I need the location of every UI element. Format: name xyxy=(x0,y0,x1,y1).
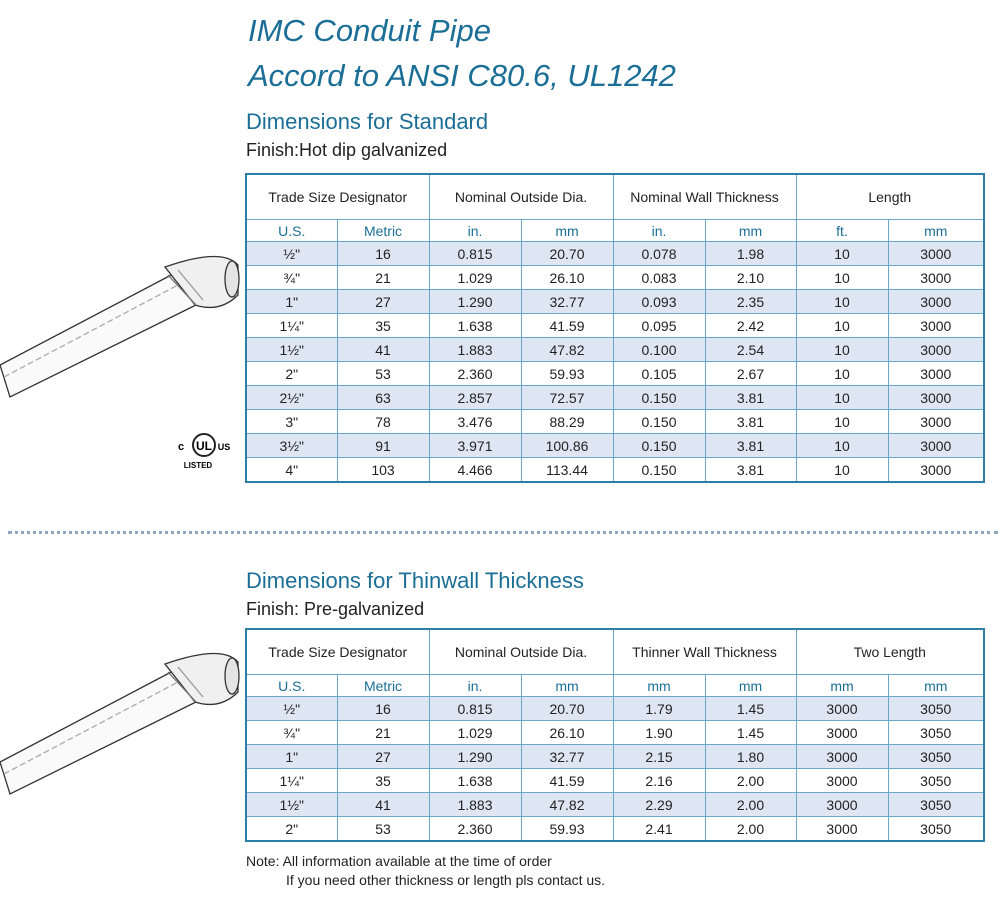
table-cell: 10 xyxy=(796,338,888,362)
table-cell: 72.57 xyxy=(521,386,613,410)
table-cell: 3000 xyxy=(796,721,888,745)
standard-finish: Finish:Hot dip galvanized xyxy=(246,140,448,160)
table-cell: ¾" xyxy=(246,721,337,745)
table-cell: 1.638 xyxy=(429,769,521,793)
table-cell: 100.86 xyxy=(521,434,613,458)
table-cell: 2.42 xyxy=(705,314,796,338)
table-cell: 0.150 xyxy=(613,434,705,458)
table-cell: 2½" xyxy=(246,386,337,410)
table-cell: 35 xyxy=(337,314,429,338)
table-cell: 2.16 xyxy=(613,769,705,793)
table-cell: 3050 xyxy=(888,697,984,721)
table-cell: 91 xyxy=(337,434,429,458)
unit-cell: mm xyxy=(888,675,984,697)
table-cell: 1.638 xyxy=(429,314,521,338)
table-cell: 10 xyxy=(796,434,888,458)
table-cell: 78 xyxy=(337,410,429,434)
table-row xyxy=(246,793,984,817)
table-cell: 4.466 xyxy=(429,458,521,483)
table-cell: 2.10 xyxy=(705,266,796,290)
table-row xyxy=(246,410,984,434)
table-cell: 2.41 xyxy=(613,817,705,842)
table-cell: 1.98 xyxy=(705,242,796,266)
table-cell: 53 xyxy=(337,817,429,842)
table-cell: 41 xyxy=(337,793,429,817)
table-cell: 1.029 xyxy=(429,721,521,745)
table-cell: 0.100 xyxy=(613,338,705,362)
table-cell: 10 xyxy=(796,362,888,386)
table-cell: 1.029 xyxy=(429,266,521,290)
thinwall-finish: Finish: Pre-galvanized xyxy=(246,599,425,619)
table-row xyxy=(246,817,984,842)
table-cell: 41.59 xyxy=(521,769,613,793)
header-trade-size: Trade Size Designator xyxy=(246,629,429,675)
table-cell: 3050 xyxy=(888,745,984,769)
table-cell: 3050 xyxy=(888,721,984,745)
units-row xyxy=(246,220,984,242)
standard-heading: Dimensions for Standard xyxy=(246,109,489,134)
unit-cell: in. xyxy=(429,220,521,242)
table-cell: 3000 xyxy=(796,745,888,769)
table-row xyxy=(246,242,984,266)
table-row xyxy=(246,362,984,386)
header-length: Two Length xyxy=(796,629,984,675)
table-cell: 1.290 xyxy=(429,290,521,314)
header-length: Length xyxy=(796,174,984,220)
unit-cell: Metric xyxy=(337,675,429,697)
table-cell: 2.35 xyxy=(705,290,796,314)
table-cell: 2.00 xyxy=(705,769,796,793)
table-cell: 3000 xyxy=(888,314,984,338)
table-cell: 2.00 xyxy=(705,793,796,817)
table-cell: 1" xyxy=(246,745,337,769)
unit-cell: ft. xyxy=(796,220,888,242)
conduit-pipe-image xyxy=(0,255,245,415)
table-cell: 32.77 xyxy=(521,290,613,314)
table-cell: 1½" xyxy=(246,793,337,817)
header-outside-dia: Nominal Outside Dia. xyxy=(429,629,613,675)
unit-cell: mm xyxy=(705,675,796,697)
table-cell: 0.815 xyxy=(429,697,521,721)
table-cell: 2.360 xyxy=(429,362,521,386)
table-cell: 1.883 xyxy=(429,793,521,817)
table-cell: 2.360 xyxy=(429,817,521,842)
table-cell: 3000 xyxy=(888,434,984,458)
table-cell: 2" xyxy=(246,362,337,386)
header-outside-dia: Nominal Outside Dia. xyxy=(429,174,613,220)
table-cell: 1.80 xyxy=(705,745,796,769)
table-cell: 10 xyxy=(796,410,888,434)
table-row xyxy=(246,266,984,290)
unit-cell: U.S. xyxy=(246,675,337,697)
units-row xyxy=(246,675,984,697)
header-wall-thickness: Nominal Wall Thickness xyxy=(613,174,796,220)
unit-cell: in. xyxy=(429,675,521,697)
table-cell: 3000 xyxy=(888,410,984,434)
table-cell: 32.77 xyxy=(521,745,613,769)
table-cell: 27 xyxy=(337,290,429,314)
table-cell: 21 xyxy=(337,266,429,290)
unit-cell: mm xyxy=(796,675,888,697)
table-cell: ½" xyxy=(246,242,337,266)
table-cell: 3.81 xyxy=(705,410,796,434)
table-row xyxy=(246,434,984,458)
table-row xyxy=(246,745,984,769)
note xyxy=(246,852,605,890)
table-cell: 10 xyxy=(796,458,888,483)
table-row xyxy=(246,721,984,745)
table-cell: 3.81 xyxy=(705,386,796,410)
standard-dimensions-table xyxy=(245,173,985,483)
table-cell: 3.476 xyxy=(429,410,521,434)
note-line-1: Note: All information available at the time of order xyxy=(246,853,552,869)
table-cell: 1¼" xyxy=(246,314,337,338)
table-cell: 1.45 xyxy=(705,697,796,721)
table-cell: 2.15 xyxy=(613,745,705,769)
table-cell: 16 xyxy=(337,697,429,721)
table-row xyxy=(246,697,984,721)
table-cell: 2.00 xyxy=(705,817,796,842)
table-cell: 1" xyxy=(246,290,337,314)
unit-cell: Metric xyxy=(337,220,429,242)
table-cell: 1½" xyxy=(246,338,337,362)
table-cell: 3000 xyxy=(888,290,984,314)
table-cell: ¾" xyxy=(246,266,337,290)
svg-text:c: c xyxy=(177,441,185,453)
table-cell: 10 xyxy=(796,290,888,314)
table-cell: 20.70 xyxy=(521,697,613,721)
table-cell: 1¼" xyxy=(246,769,337,793)
table-cell: 3" xyxy=(246,410,337,434)
table-cell: 1.90 xyxy=(613,721,705,745)
table-cell: 3000 xyxy=(888,458,984,483)
unit-cell: U.S. xyxy=(246,220,337,242)
table-cell: 1.45 xyxy=(705,721,796,745)
table-cell: 2" xyxy=(246,817,337,842)
table-cell: 3.971 xyxy=(429,434,521,458)
table-cell: 3000 xyxy=(888,338,984,362)
table-cell: 59.93 xyxy=(521,362,613,386)
title-line-1: IMC Conduit Pipe xyxy=(248,13,491,48)
table-cell: 1.79 xyxy=(613,697,705,721)
unit-cell: mm xyxy=(521,220,613,242)
table-cell: 10 xyxy=(796,386,888,410)
table-cell: 3050 xyxy=(888,793,984,817)
table-row xyxy=(246,314,984,338)
table-cell: 0.150 xyxy=(613,410,705,434)
table-cell: 47.82 xyxy=(521,338,613,362)
table-cell: 0.150 xyxy=(613,458,705,483)
table-row xyxy=(246,769,984,793)
header-trade-size: Trade Size Designator xyxy=(246,174,429,220)
svg-text:US: US xyxy=(217,442,231,452)
table-cell: 41 xyxy=(337,338,429,362)
table-cell: 27 xyxy=(337,745,429,769)
table-row xyxy=(246,290,984,314)
table-cell: 2.67 xyxy=(705,362,796,386)
table-row xyxy=(246,458,984,483)
unit-cell: mm xyxy=(705,220,796,242)
table-cell: 0.095 xyxy=(613,314,705,338)
ul-listed-logo xyxy=(174,431,234,471)
thinwall-dimensions-table xyxy=(245,628,985,842)
table-cell: 41.59 xyxy=(521,314,613,338)
table-cell: 88.29 xyxy=(521,410,613,434)
table-cell: 3000 xyxy=(796,793,888,817)
table-cell: 4" xyxy=(246,458,337,483)
table-cell: 35 xyxy=(337,769,429,793)
table-cell: 10 xyxy=(796,266,888,290)
table-cell: 0.815 xyxy=(429,242,521,266)
table-cell: 1.883 xyxy=(429,338,521,362)
unit-cell: mm xyxy=(888,220,984,242)
title-line-2: Accord to ANSI C80.6, UL1242 xyxy=(248,58,676,93)
table-cell: 59.93 xyxy=(521,817,613,842)
unit-cell: mm xyxy=(521,675,613,697)
table-cell: 3000 xyxy=(888,362,984,386)
table-cell: 3000 xyxy=(888,386,984,410)
table-row xyxy=(246,386,984,410)
table-cell: 0.093 xyxy=(613,290,705,314)
table-cell: ½" xyxy=(246,697,337,721)
table-cell: 10 xyxy=(796,314,888,338)
table-cell: 3½" xyxy=(246,434,337,458)
table-cell: 1.290 xyxy=(429,745,521,769)
table-cell: 3000 xyxy=(796,769,888,793)
table-cell: 26.10 xyxy=(521,721,613,745)
table-cell: 26.10 xyxy=(521,266,613,290)
table-cell: 2.29 xyxy=(613,793,705,817)
table-cell: 2.857 xyxy=(429,386,521,410)
table-cell: 53 xyxy=(337,362,429,386)
table-cell: 47.82 xyxy=(521,793,613,817)
table-cell: 16 xyxy=(337,242,429,266)
conduit-pipe-image xyxy=(0,652,245,812)
table-cell: 2.54 xyxy=(705,338,796,362)
table-cell: 3000 xyxy=(888,242,984,266)
svg-text:UL: UL xyxy=(196,439,212,453)
table-cell: 3000 xyxy=(796,817,888,842)
table-cell: 0.150 xyxy=(613,386,705,410)
svg-text:LISTED: LISTED xyxy=(183,461,213,470)
note-line-2: If you need other thickness or length pls contact us. xyxy=(286,872,606,888)
table-cell: 3050 xyxy=(888,817,984,842)
thinwall-heading: Dimensions for Thinwall Thickness xyxy=(246,568,584,593)
header-wall-thickness: Thinner Wall Thickness xyxy=(613,629,796,675)
table-cell: 0.078 xyxy=(613,242,705,266)
unit-cell: mm xyxy=(613,675,705,697)
unit-cell: in. xyxy=(613,220,705,242)
table-row xyxy=(246,338,984,362)
table-cell: 63 xyxy=(337,386,429,410)
table-cell: 0.105 xyxy=(613,362,705,386)
table-cell: 113.44 xyxy=(521,458,613,483)
table-cell: 10 xyxy=(796,242,888,266)
table-cell: 20.70 xyxy=(521,242,613,266)
table-cell: 3000 xyxy=(796,697,888,721)
table-cell: 3.81 xyxy=(705,434,796,458)
table-cell: 3000 xyxy=(888,266,984,290)
table-cell: 0.083 xyxy=(613,266,705,290)
section-divider xyxy=(8,531,998,534)
table-cell: 3050 xyxy=(888,769,984,793)
table-cell: 21 xyxy=(337,721,429,745)
table-cell: 103 xyxy=(337,458,429,483)
table-cell: 3.81 xyxy=(705,458,796,483)
